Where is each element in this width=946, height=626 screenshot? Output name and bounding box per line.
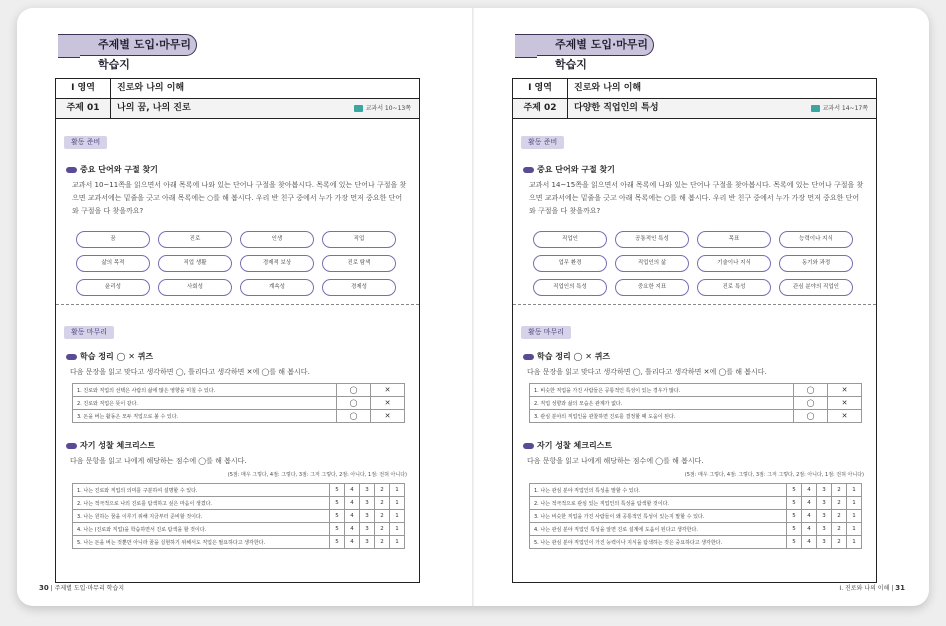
word-chip[interactable]: 경제성	[322, 279, 396, 296]
textbook-ref: 교과서 14~17쪽	[811, 99, 876, 118]
checklist-statement: 2. 나는 적극적으로 나의 진로를 탐색하고 싶은 마음이 생겼다.	[73, 497, 330, 510]
area-header	[513, 79, 876, 99]
word-chip[interactable]: 직업인의 삶	[615, 255, 689, 272]
score-option[interactable]: 1	[847, 497, 862, 510]
score-option[interactable]: 2	[375, 484, 390, 497]
instruction-paragraph: 교과서 14~15쪽을 읽으면서 아래 목록에 나와 있는 단어나 구절을 찾아봅시다. 목록에 있는 단어나 구절을 찾으면 교과서에는 밑줄을 긋고 아래 목록에는 ○를 해 봅시다. 우리 반 친구 중에서 누가 가장 먼저 중요한 단어와 구절을 다 찾을까요?	[529, 181, 864, 215]
checklist-row	[530, 497, 862, 510]
score-option[interactable]: 4	[345, 497, 360, 510]
word-chip[interactable]: 목표	[697, 231, 771, 248]
book-icon	[354, 105, 363, 112]
worksheet-frame	[512, 78, 877, 583]
checklist-statement: 5. 나는 돈을 버는 것뿐만 아니라 꿈을 실현하기 위해서도 직업은 필요하다고 생각한다.	[73, 536, 330, 549]
quiz-o-option[interactable]: ◯	[794, 384, 828, 397]
score-option[interactable]: 3	[360, 497, 375, 510]
word-chip[interactable]: 직업인의 특성	[533, 279, 607, 296]
word-chip[interactable]: 동기와 과정	[779, 255, 853, 272]
quiz-statement: 2. 직업 성향과 삶의 모습은 관계가 없다.	[530, 397, 794, 410]
checklist-statement: 1. 나는 진로와 직업의 의미를 구분하여 설명할 수 있다.	[73, 484, 330, 497]
score-option[interactable]: 5	[330, 497, 345, 510]
score-option[interactable]: 3	[360, 536, 375, 549]
word-chip[interactable]: 삶의 목적	[76, 255, 150, 272]
score-option[interactable]: 5	[787, 536, 802, 549]
quiz-x-option[interactable]: ✕	[371, 384, 405, 397]
quiz-x-option[interactable]: ✕	[828, 384, 862, 397]
topic-title: 다양한 직업인의 특성	[574, 103, 659, 113]
score-option[interactable]: 4	[802, 523, 817, 536]
word-chip[interactable]: 진로 탐색	[322, 255, 396, 272]
score-option[interactable]: 4	[802, 510, 817, 523]
word-chip[interactable]: 인생	[240, 231, 314, 248]
book-icon	[811, 105, 820, 112]
score-option[interactable]: 5	[787, 484, 802, 497]
section-find-words: 중요 단어와 구절 찾기	[66, 164, 158, 175]
page-footer: 30 | 주제별 도입·마무리 학습지	[39, 584, 125, 592]
word-chip[interactable]: 직업 생활	[158, 255, 232, 272]
section-quiz: 학습 정리 ◯ ✕ 퀴즈	[523, 351, 610, 362]
worksheet-tag: 주제별 도입·마무리 학습지	[79, 34, 197, 56]
checklist-table	[529, 483, 862, 549]
score-option[interactable]: 3	[360, 484, 375, 497]
page-number: 31	[895, 584, 905, 592]
quiz-statement: 1. 진로와 직업의 선택은 사람의 삶에 많은 영향을 미칠 수 있다.	[73, 384, 337, 397]
area-label: Ⅰ 영역	[56, 79, 111, 98]
quiz-x-option[interactable]: ✕	[828, 397, 862, 410]
quiz-instruction: 다음 문장을 읽고 맞다고 생각하면 ◯, 틀리다고 생각하면 ✕에 ◯를 해 봅시다.	[527, 368, 767, 376]
textbook-ref: 교과서 10~13쪽	[354, 99, 419, 118]
quiz-statement: 1. 비슷한 직업을 가진 사람들은 공통적인 특성이 있는 경우가 많다.	[530, 384, 794, 397]
checklist-statement: 1. 나는 관심 분야 직업인의 특성을 말할 수 있다.	[530, 484, 787, 497]
score-option[interactable]: 4	[345, 536, 360, 549]
score-option[interactable]: 2	[832, 523, 847, 536]
score-option[interactable]: 2	[832, 510, 847, 523]
checklist-statement: 3. 나는 비슷한 직업을 가진 사람들이 왜 공통적인 특성이 있는지 말할 수 있다.	[530, 510, 787, 523]
section-find-words: 중요 단어와 구절 찾기	[523, 164, 615, 175]
score-option[interactable]: 4	[345, 510, 360, 523]
topic-header	[513, 99, 876, 119]
quiz-o-option[interactable]: ◯	[337, 397, 371, 410]
pill-icon	[66, 354, 77, 360]
topic-header	[56, 99, 419, 119]
score-option[interactable]: 4	[345, 484, 360, 497]
checklist-table	[72, 483, 405, 549]
word-chip[interactable]: 경제적 보상	[240, 255, 314, 272]
dashed-divider	[513, 304, 876, 305]
prep-badge: 활동 준비	[64, 136, 107, 149]
quiz-row	[530, 384, 862, 397]
score-option[interactable]: 3	[817, 536, 832, 549]
score-option[interactable]: 5	[330, 536, 345, 549]
book-spread	[17, 8, 929, 606]
quiz-table	[529, 383, 862, 423]
word-chip[interactable]: 기술이나 지식	[697, 255, 771, 272]
wrap-badge: 활동 마무리	[64, 326, 114, 339]
score-option[interactable]: 1	[390, 510, 405, 523]
score-option[interactable]: 1	[847, 484, 862, 497]
score-option[interactable]: 4	[802, 497, 817, 510]
quiz-statement: 3. 관심 분야의 직업인을 관찰하면 진로를 결정할 때 도움이 된다.	[530, 410, 794, 423]
score-option[interactable]: 2	[832, 484, 847, 497]
checklist-row	[530, 536, 862, 549]
score-option[interactable]: 1	[390, 484, 405, 497]
score-option[interactable]: 4	[345, 523, 360, 536]
page-number: 30	[39, 584, 49, 592]
area-label: Ⅰ 영역	[513, 79, 568, 98]
word-chip[interactable]: 능력이나 지식	[779, 231, 853, 248]
quiz-statement: 3. 돈을 버는 활동은 모두 직업으로 볼 수 있다.	[73, 410, 337, 423]
score-option[interactable]: 4	[802, 536, 817, 549]
word-chip[interactable]: 사회성	[158, 279, 232, 296]
score-option[interactable]: 3	[817, 510, 832, 523]
word-chip[interactable]: 공통적인 특성	[615, 231, 689, 248]
scale-note: (5점: 매우 그렇다, 4점: 그렇다, 3점: 그저 그렇다, 2점: 아니다, 1점: 전혀 아니다)	[684, 472, 864, 478]
score-option[interactable]: 3	[360, 510, 375, 523]
quiz-row	[73, 410, 405, 423]
pill-icon	[66, 167, 77, 173]
checklist-row	[530, 523, 862, 536]
word-chip[interactable]: 계속성	[240, 279, 314, 296]
checklist-row	[73, 536, 405, 549]
topic-label: 주제 02	[513, 99, 568, 118]
score-option[interactable]: 2	[375, 510, 390, 523]
quiz-row	[530, 397, 862, 410]
quiz-o-option[interactable]: ◯	[337, 384, 371, 397]
score-option[interactable]: 5	[330, 510, 345, 523]
quiz-row	[73, 384, 405, 397]
score-option[interactable]: 5	[787, 510, 802, 523]
word-list	[76, 231, 396, 296]
checklist-statement: 3. 나는 원하는 꿈을 이루기 위해 지금부터 준비할 것이다.	[73, 510, 330, 523]
score-option[interactable]: 3	[817, 497, 832, 510]
left-page	[17, 8, 472, 606]
score-option[interactable]: 1	[390, 497, 405, 510]
checklist-row	[530, 510, 862, 523]
checklist-instruction: 다음 문항을 읽고 나에게 해당하는 점수에 ◯를 해 봅시다.	[70, 457, 247, 465]
checklist-statement: 2. 나는 적극적으로 관심 있는 직업인의 특성을 탐색할 것이다.	[530, 497, 787, 510]
area-title: 진로와 나의 이해	[117, 83, 185, 93]
pill-icon	[523, 167, 534, 173]
quiz-o-option[interactable]: ◯	[794, 397, 828, 410]
prep-badge: 활동 준비	[521, 136, 564, 149]
right-page	[474, 8, 929, 606]
score-option[interactable]: 5	[330, 523, 345, 536]
word-chip[interactable]: 윤리성	[76, 279, 150, 296]
quiz-o-option[interactable]: ◯	[794, 410, 828, 423]
score-option[interactable]: 5	[330, 484, 345, 497]
quiz-row	[73, 397, 405, 410]
footer-text: 주제별 도입·마무리 학습지	[54, 585, 125, 592]
checklist-row	[73, 523, 405, 536]
dashed-divider	[56, 304, 419, 305]
score-option[interactable]: 1	[847, 536, 862, 549]
word-chip[interactable]: 중요한 지표	[615, 279, 689, 296]
score-option[interactable]: 2	[375, 523, 390, 536]
score-option[interactable]: 1	[847, 523, 862, 536]
word-list	[533, 231, 853, 296]
quiz-x-option[interactable]: ✕	[371, 410, 405, 423]
score-option[interactable]: 2	[832, 536, 847, 549]
checklist-instruction: 다음 문항을 읽고 나에게 해당하는 점수에 ◯를 해 봅시다.	[527, 457, 704, 465]
checklist-row	[73, 484, 405, 497]
score-option[interactable]: 4	[802, 484, 817, 497]
word-chip[interactable]: 업무 환경	[533, 255, 607, 272]
word-chip[interactable]: 꿈	[76, 231, 150, 248]
section-quiz: 학습 정리 ◯ ✕ 퀴즈	[66, 351, 153, 362]
score-option[interactable]: 2	[375, 536, 390, 549]
score-option[interactable]: 1	[847, 510, 862, 523]
score-option[interactable]: 2	[832, 497, 847, 510]
section-checklist: 자기 성찰 체크리스트	[66, 440, 155, 451]
score-option[interactable]: 3	[817, 523, 832, 536]
scale-note: (5점: 매우 그렇다, 4점: 그렇다, 3점: 그저 그렇다, 2점: 아니다, 1점: 전혀 아니다)	[227, 472, 407, 478]
checklist-row	[73, 497, 405, 510]
worksheet-frame	[55, 78, 420, 583]
score-option[interactable]: 3	[360, 523, 375, 536]
checklist-statement: 4. 나는 관심 분야 직업인 특성을 알면 진로 설계에 도움이 된다고 생각한다.	[530, 523, 787, 536]
quiz-x-option[interactable]: ✕	[828, 410, 862, 423]
quiz-table	[72, 383, 405, 423]
topic-title: 나의 꿈, 나의 진로	[117, 103, 191, 113]
checklist-row	[530, 484, 862, 497]
page-footer: Ⅰ. 진로와 나의 이해 | 31	[839, 584, 905, 592]
quiz-o-option[interactable]: ◯	[337, 410, 371, 423]
pill-icon	[66, 443, 77, 449]
word-chip[interactable]: 직업인	[533, 231, 607, 248]
quiz-instruction: 다음 문장을 읽고 맞다고 생각하면 ◯, 틀리다고 생각하면 ✕에 ◯를 해 봅시다.	[70, 368, 310, 376]
word-chip[interactable]: 직업	[322, 231, 396, 248]
word-chip[interactable]: 진로	[158, 231, 232, 248]
instruction-paragraph: 교과서 10~11쪽을 읽으면서 아래 목록에 나와 있는 단어나 구절을 찾아봅시다. 목록에 있는 단어나 구절을 찾으면 교과서에는 밑줄을 긋고 아래 목록에는 ○를 해 봅시다. 우리 반 친구 중에서 누가 가장 먼저 중요한 단어와 구절을 다 찾을까요?	[72, 181, 407, 215]
pill-icon	[523, 354, 534, 360]
score-option[interactable]: 1	[390, 536, 405, 549]
score-option[interactable]: 2	[375, 497, 390, 510]
pill-icon	[523, 443, 534, 449]
quiz-x-option[interactable]: ✕	[371, 397, 405, 410]
footer-text: Ⅰ. 진로와 나의 이해	[839, 585, 890, 592]
score-option[interactable]: 3	[817, 484, 832, 497]
topic-label: 주제 01	[56, 99, 111, 118]
score-option[interactable]: 1	[390, 523, 405, 536]
area-title: 진로와 나의 이해	[574, 83, 642, 93]
score-option[interactable]: 5	[787, 523, 802, 536]
checklist-statement: 4. 나는 (진로와 직업)을 학습하면서 진로 탐색을 할 것이다.	[73, 523, 330, 536]
score-option[interactable]: 5	[787, 497, 802, 510]
section-checklist: 자기 성찰 체크리스트	[523, 440, 612, 451]
area-header	[56, 79, 419, 99]
wrap-badge: 활동 마무리	[521, 326, 571, 339]
checklist-statement: 5. 나는 관심 분야 직업인이 가진 능력이나 지식을 탐색하는 것은 중요하다고 생각한다.	[530, 536, 787, 549]
quiz-row	[530, 410, 862, 423]
quiz-statement: 2. 진로와 직업은 뜻이 같다.	[73, 397, 337, 410]
word-chip[interactable]: 관심 분야의 직업인	[779, 279, 853, 296]
worksheet-tag: 주제별 도입·마무리 학습지	[536, 34, 654, 56]
checklist-row	[73, 510, 405, 523]
word-chip[interactable]: 진로 특성	[697, 279, 771, 296]
